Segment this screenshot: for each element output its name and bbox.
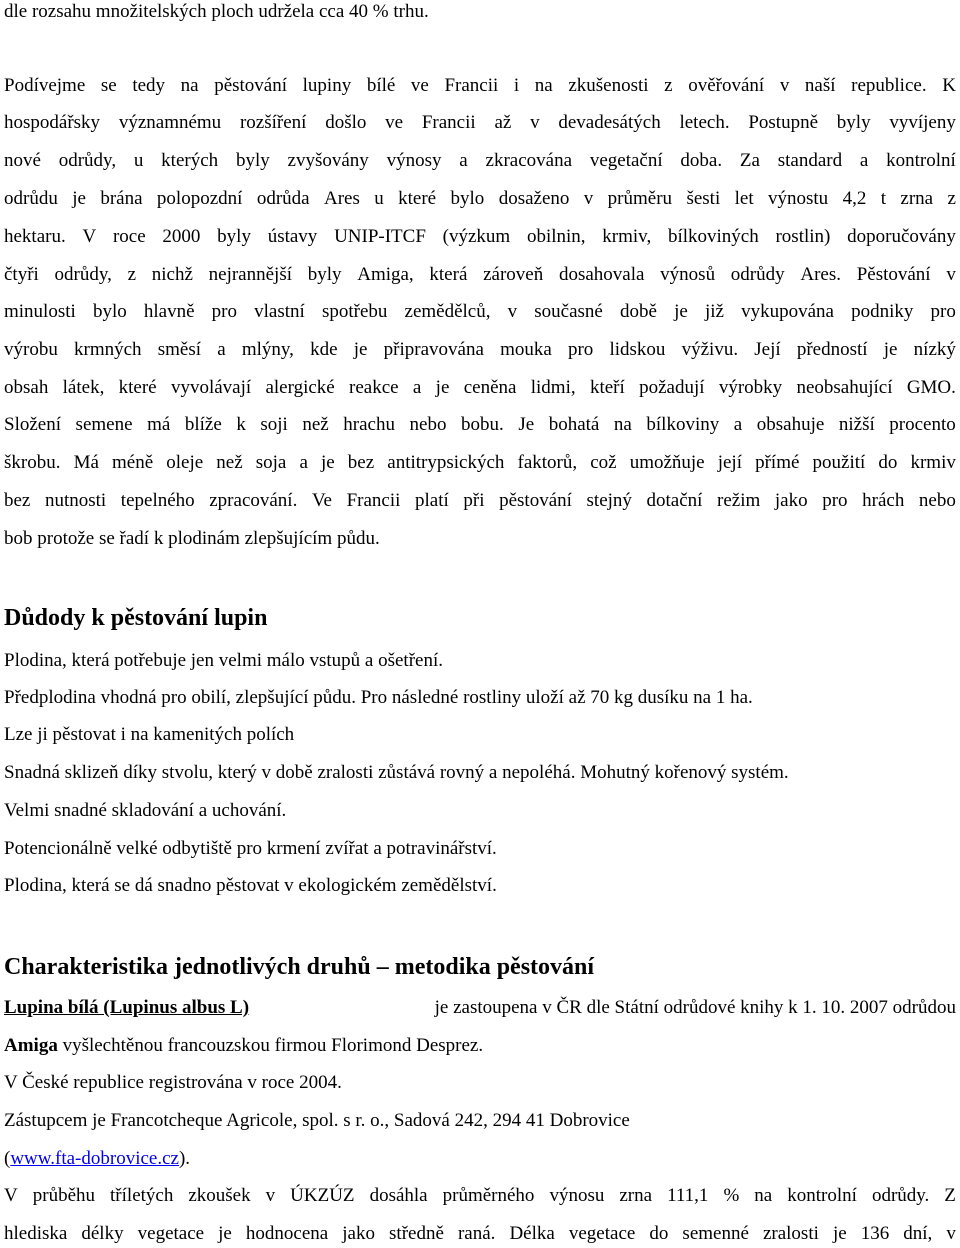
paragraph-line bbox=[4, 187, 956, 211]
word: která bbox=[429, 264, 468, 285]
word: zemědělců, bbox=[404, 301, 491, 322]
word: Má bbox=[73, 452, 99, 473]
list-item: Předplodina vhodná pro obilí, zlepšující půdu. Pro následné rostliny uloží až 70 kg dusíku na 1 ha. bbox=[4, 687, 753, 708]
list-item: Potencionálně velké odbytiště pro krmení zvířat a potravinářství. bbox=[4, 838, 497, 859]
word: v bbox=[507, 301, 518, 322]
word: bílkoviných bbox=[667, 226, 759, 247]
word: alergické bbox=[265, 377, 335, 398]
word: méně bbox=[112, 452, 154, 473]
word: roce bbox=[112, 226, 146, 247]
word: (výzkum bbox=[442, 226, 511, 247]
word: oleje bbox=[166, 452, 204, 473]
word: výnosu bbox=[549, 1185, 605, 1206]
word: odrůda bbox=[256, 188, 310, 209]
paragraph-line bbox=[4, 996, 956, 1020]
word: raná. bbox=[457, 1223, 496, 1244]
word: Ares. bbox=[800, 264, 841, 285]
word: je bbox=[883, 339, 898, 360]
word: tedy bbox=[132, 75, 166, 96]
paragraph-line bbox=[4, 1222, 956, 1246]
word: GMO. bbox=[906, 377, 956, 398]
word: byly bbox=[307, 264, 342, 285]
word: standard bbox=[777, 150, 843, 171]
word: v bbox=[583, 188, 594, 209]
word: škrobu. bbox=[4, 452, 61, 473]
paragraph-line bbox=[4, 1034, 956, 1058]
word: doba. bbox=[680, 150, 723, 171]
word: dotační bbox=[646, 490, 703, 511]
word: procento bbox=[889, 414, 956, 435]
word: Postupně bbox=[748, 112, 819, 133]
word: pro bbox=[822, 490, 848, 511]
word: nebo bbox=[918, 490, 956, 511]
word: bylo bbox=[92, 301, 127, 322]
word: Je bbox=[518, 414, 535, 435]
paragraph-line bbox=[4, 225, 956, 249]
word: které bbox=[398, 188, 437, 209]
word: odrůdy. bbox=[871, 1185, 930, 1206]
word: tříletých bbox=[110, 1185, 174, 1206]
word: Její bbox=[754, 339, 781, 360]
word: V bbox=[82, 226, 97, 247]
word: dosahovala bbox=[558, 264, 645, 285]
word: byly bbox=[235, 150, 270, 171]
word: výnostu bbox=[768, 188, 829, 209]
word: republice. bbox=[851, 75, 927, 96]
word: při bbox=[463, 490, 485, 511]
word: hrachu bbox=[343, 414, 395, 435]
paragraph-line bbox=[4, 413, 956, 437]
word: zpracování. bbox=[209, 490, 298, 511]
word: hlediska bbox=[4, 1223, 68, 1244]
word: podniky bbox=[851, 301, 914, 322]
word: použití bbox=[812, 452, 866, 473]
word: bílkoviny bbox=[646, 414, 720, 435]
word: hektaru. bbox=[4, 226, 66, 247]
word: stejný bbox=[586, 490, 632, 511]
word: 2000 bbox=[162, 226, 201, 247]
website-link[interactable]: www.fta-dobrovice.cz bbox=[10, 1148, 179, 1169]
word: v bbox=[946, 264, 956, 285]
word: Podívejme bbox=[4, 75, 86, 96]
paragraph-line bbox=[4, 338, 956, 362]
word: vyvíjeny bbox=[889, 112, 956, 133]
word: bohatá bbox=[548, 414, 600, 435]
paragraph-line bbox=[4, 263, 956, 287]
word: vyvolávají bbox=[170, 377, 252, 398]
word: je bbox=[218, 1223, 232, 1244]
word: neobsahující bbox=[796, 377, 893, 398]
word: kterých bbox=[161, 150, 219, 171]
word: obsah bbox=[4, 377, 49, 398]
word: krmiv bbox=[910, 452, 956, 473]
paragraph-line bbox=[4, 451, 956, 475]
word: je bbox=[320, 452, 335, 473]
word: vegetační bbox=[589, 150, 663, 171]
word: bez bbox=[347, 452, 375, 473]
word: bobu. bbox=[461, 414, 504, 435]
word: nižší bbox=[838, 414, 875, 435]
word: v bbox=[779, 75, 790, 96]
word: reakce bbox=[349, 377, 399, 398]
word: již bbox=[704, 301, 724, 322]
word: Délka bbox=[509, 1223, 555, 1244]
word: kde bbox=[310, 339, 338, 360]
word: V bbox=[4, 1185, 18, 1206]
word: krmiv, bbox=[602, 226, 652, 247]
word: rozšíření bbox=[239, 112, 307, 133]
word: K bbox=[942, 75, 956, 96]
word: na bbox=[613, 414, 632, 435]
word: má bbox=[147, 414, 171, 435]
word: zkracována bbox=[485, 150, 573, 171]
list-item: Plodina, která se dá snadno pěstovat v ekologickém zemědělství. bbox=[4, 875, 497, 896]
word: výnosů bbox=[660, 264, 716, 285]
word: byly bbox=[836, 112, 871, 133]
word: Pěstování bbox=[856, 264, 931, 285]
paragraph-line bbox=[4, 1184, 956, 1208]
word: požadují bbox=[639, 377, 705, 398]
word: Za bbox=[739, 150, 760, 171]
word: hrách bbox=[862, 490, 905, 511]
word: výrobky bbox=[718, 377, 783, 398]
word: šesti bbox=[686, 188, 721, 209]
section-heading: Důdody k pěstování lupin bbox=[4, 605, 268, 631]
word: a bbox=[733, 414, 743, 435]
word: nutnosti bbox=[44, 490, 107, 511]
word: Francii bbox=[444, 75, 499, 96]
word: pěstování bbox=[214, 75, 288, 96]
list-item: Velmi snadné skladování a uchování. bbox=[4, 800, 287, 821]
word: nebo bbox=[409, 414, 447, 435]
word: na bbox=[754, 1185, 773, 1206]
word: pro bbox=[567, 339, 594, 360]
word: nejrannější bbox=[208, 264, 292, 285]
variety-name: Amiga bbox=[4, 1035, 58, 1056]
word: byly bbox=[217, 226, 251, 247]
word: vegetace bbox=[568, 1223, 636, 1244]
word: a bbox=[859, 150, 869, 171]
section-heading: Charakteristika jednotlivých druhů – metodika pěstování bbox=[4, 954, 595, 980]
paren-close: ). bbox=[178, 1148, 191, 1169]
word: lidskou bbox=[609, 339, 666, 360]
word: zrna bbox=[619, 1185, 653, 1206]
word: polopozdní bbox=[156, 188, 243, 209]
word: ceněna bbox=[463, 377, 517, 398]
paragraph-line bbox=[4, 300, 956, 324]
word: UNIP-ITCF bbox=[334, 226, 426, 247]
word: výnosy bbox=[386, 150, 442, 171]
word: antitrypsických bbox=[387, 452, 505, 473]
word: ústavy bbox=[267, 226, 318, 247]
paragraph-line bbox=[4, 376, 956, 400]
word: a bbox=[412, 377, 422, 398]
word: bez bbox=[4, 490, 31, 511]
word: zároveň bbox=[483, 264, 544, 285]
word: což bbox=[590, 452, 617, 473]
word: připravována bbox=[383, 339, 484, 360]
word: brána bbox=[100, 188, 143, 209]
word: je bbox=[72, 188, 86, 209]
paragraph-line: V České republice registrována v roce 2004. bbox=[4, 1072, 342, 1093]
word: hodnocena bbox=[245, 1223, 329, 1244]
word: je bbox=[353, 339, 368, 360]
word: obilnin, bbox=[526, 226, 586, 247]
word: soji bbox=[260, 414, 288, 435]
word: hospodářsky bbox=[4, 112, 101, 133]
word: v bbox=[946, 1223, 956, 1244]
word: Amiga, bbox=[357, 264, 414, 285]
word: odrůdy, bbox=[54, 264, 112, 285]
word: přímé bbox=[755, 452, 800, 473]
word: bílé bbox=[366, 75, 396, 96]
word: na bbox=[180, 75, 199, 96]
word: je bbox=[832, 1223, 847, 1244]
word: na bbox=[534, 75, 553, 96]
word: se bbox=[100, 75, 117, 96]
word: ve bbox=[385, 112, 404, 133]
word: rostlin) bbox=[775, 226, 831, 247]
word: je bbox=[674, 301, 688, 322]
word: Ares bbox=[323, 188, 360, 209]
word: devadesátých bbox=[558, 112, 661, 133]
paragraph-line bbox=[4, 1147, 956, 1171]
word: zkoušek bbox=[188, 1185, 251, 1206]
word: z bbox=[664, 75, 673, 96]
word: době bbox=[620, 301, 657, 322]
word: je bbox=[435, 377, 450, 398]
word: výživu. bbox=[681, 339, 739, 360]
list-item: Plodina, která potřebuje jen velmi málo vstupů a ošetření. bbox=[4, 650, 444, 671]
word: nízký bbox=[913, 339, 956, 360]
word: průměrného bbox=[442, 1185, 535, 1206]
word: semenné bbox=[682, 1223, 749, 1244]
paragraph-line bbox=[4, 74, 956, 98]
word: průměru bbox=[607, 188, 673, 209]
paren-open: ( bbox=[4, 1148, 11, 1169]
word: vlastní bbox=[254, 301, 305, 322]
word: hlavně bbox=[143, 301, 195, 322]
word: obsahuje bbox=[756, 414, 825, 435]
word: Francii bbox=[346, 490, 401, 511]
word: režim bbox=[717, 490, 761, 511]
word: průběhu bbox=[32, 1185, 96, 1206]
paragraph-line: bob protože se řadí k plodinám zlepšujícím půdu. bbox=[4, 528, 380, 549]
word: let bbox=[734, 188, 754, 209]
word: zralosti bbox=[762, 1223, 819, 1244]
word: ve bbox=[410, 75, 429, 96]
word: než bbox=[302, 414, 329, 435]
word: bylo bbox=[450, 188, 485, 209]
word: soja bbox=[255, 452, 287, 473]
word: směsí bbox=[157, 339, 202, 360]
word: mlýny, bbox=[241, 339, 294, 360]
word: nichž bbox=[151, 264, 193, 285]
word: středně bbox=[389, 1223, 444, 1244]
paragraph-line bbox=[4, 489, 956, 513]
word: než bbox=[216, 452, 243, 473]
word: ověřování bbox=[688, 75, 765, 96]
word: vegetace bbox=[137, 1223, 205, 1244]
word: jako bbox=[774, 490, 808, 511]
word: Francii bbox=[421, 112, 476, 133]
paragraph-line bbox=[4, 149, 956, 173]
word: zkušenosti bbox=[568, 75, 649, 96]
word: ÚKZÚZ bbox=[290, 1185, 355, 1206]
word: kontrolní bbox=[787, 1185, 857, 1206]
word: a bbox=[459, 150, 468, 171]
word: 111,1 bbox=[667, 1185, 709, 1206]
word: pro bbox=[930, 301, 956, 322]
word: čtyři bbox=[4, 264, 39, 285]
word: jako bbox=[342, 1223, 375, 1244]
word: faktorů, bbox=[517, 452, 578, 473]
word: u bbox=[374, 188, 384, 209]
word: došlo bbox=[325, 112, 367, 133]
word: předností bbox=[796, 339, 868, 360]
word: a bbox=[217, 339, 226, 360]
word: krmných bbox=[74, 339, 142, 360]
word: kontrolní bbox=[886, 150, 956, 171]
word: spotřebu bbox=[321, 301, 388, 322]
word: zrna bbox=[900, 188, 934, 209]
word: její bbox=[717, 452, 742, 473]
word: délky bbox=[81, 1223, 124, 1244]
word: blíže bbox=[184, 414, 222, 435]
word: umožňuje bbox=[629, 452, 705, 473]
word: lidmi, bbox=[530, 377, 576, 398]
word: z bbox=[127, 264, 137, 285]
word: výrobu bbox=[4, 339, 58, 360]
word: odrůdy, bbox=[58, 150, 117, 171]
word: platí bbox=[415, 490, 449, 511]
word: z bbox=[947, 188, 956, 209]
word: i bbox=[513, 75, 520, 96]
word: t bbox=[880, 188, 886, 209]
line-rest: je zastoupena v ČR dle Státní odrůdové knihy k 1. 10. 2007 odrůdou bbox=[434, 997, 956, 1018]
word: u bbox=[133, 150, 144, 171]
list-item: Lze ji pěstovat i na kamenitých polích bbox=[4, 724, 295, 745]
word: významnému bbox=[118, 112, 222, 133]
species-name: Lupina bílá (Lupinus albus L) bbox=[4, 997, 250, 1018]
word: tepelného bbox=[120, 490, 195, 511]
word: do bbox=[878, 452, 898, 473]
word: do bbox=[649, 1223, 669, 1244]
paragraph-line: Zástupcem je Francotcheque Agricole, spol. s r. o., Sadová 242, 294 41 Dobrovice bbox=[4, 1110, 630, 1131]
word: Složení bbox=[4, 414, 61, 435]
word: pěstování bbox=[499, 490, 572, 511]
word: v bbox=[265, 1185, 276, 1206]
word: doporučovány bbox=[847, 226, 956, 247]
word: mouka bbox=[500, 339, 552, 360]
word: 136 bbox=[860, 1223, 890, 1244]
word: vykupována bbox=[741, 301, 834, 322]
paragraph-line bbox=[4, 111, 956, 135]
word: látek, bbox=[62, 377, 105, 398]
word: odrůdy bbox=[730, 264, 785, 285]
word: dosáhla bbox=[369, 1185, 428, 1206]
word: 4,2 bbox=[842, 188, 867, 209]
word: Z bbox=[944, 1185, 956, 1206]
word: semene bbox=[75, 414, 133, 435]
word: až bbox=[494, 112, 512, 133]
word: k bbox=[236, 414, 246, 435]
word: lupiny bbox=[302, 75, 352, 96]
word: nové bbox=[4, 150, 41, 171]
word: pro bbox=[211, 301, 237, 322]
line-rest: vyšlechtěnou francouzskou firmou Florimond Desprez. bbox=[57, 1035, 484, 1056]
word: v bbox=[530, 112, 540, 133]
word: minulosti bbox=[4, 301, 76, 322]
list-item: Snadná sklizeň díky stvolu, který v době zralosti zůstává rovný a nepoléhá. Mohutný kořenový systém. bbox=[4, 762, 789, 783]
word: % bbox=[723, 1185, 740, 1206]
word: Ve bbox=[311, 490, 332, 511]
word: letech. bbox=[679, 112, 730, 133]
word: zvyšovány bbox=[287, 150, 369, 171]
word: dosaženo bbox=[498, 188, 570, 209]
word: a bbox=[299, 452, 308, 473]
word: odrůdu bbox=[4, 188, 58, 209]
word: dní, bbox=[903, 1223, 933, 1244]
word: které bbox=[118, 377, 157, 398]
text-line: dle rozsahu množitelských ploch udržela cca 40 % trhu. bbox=[4, 1, 429, 22]
word: naší bbox=[804, 75, 836, 96]
word: současné bbox=[534, 301, 603, 322]
word: kteří bbox=[589, 377, 625, 398]
